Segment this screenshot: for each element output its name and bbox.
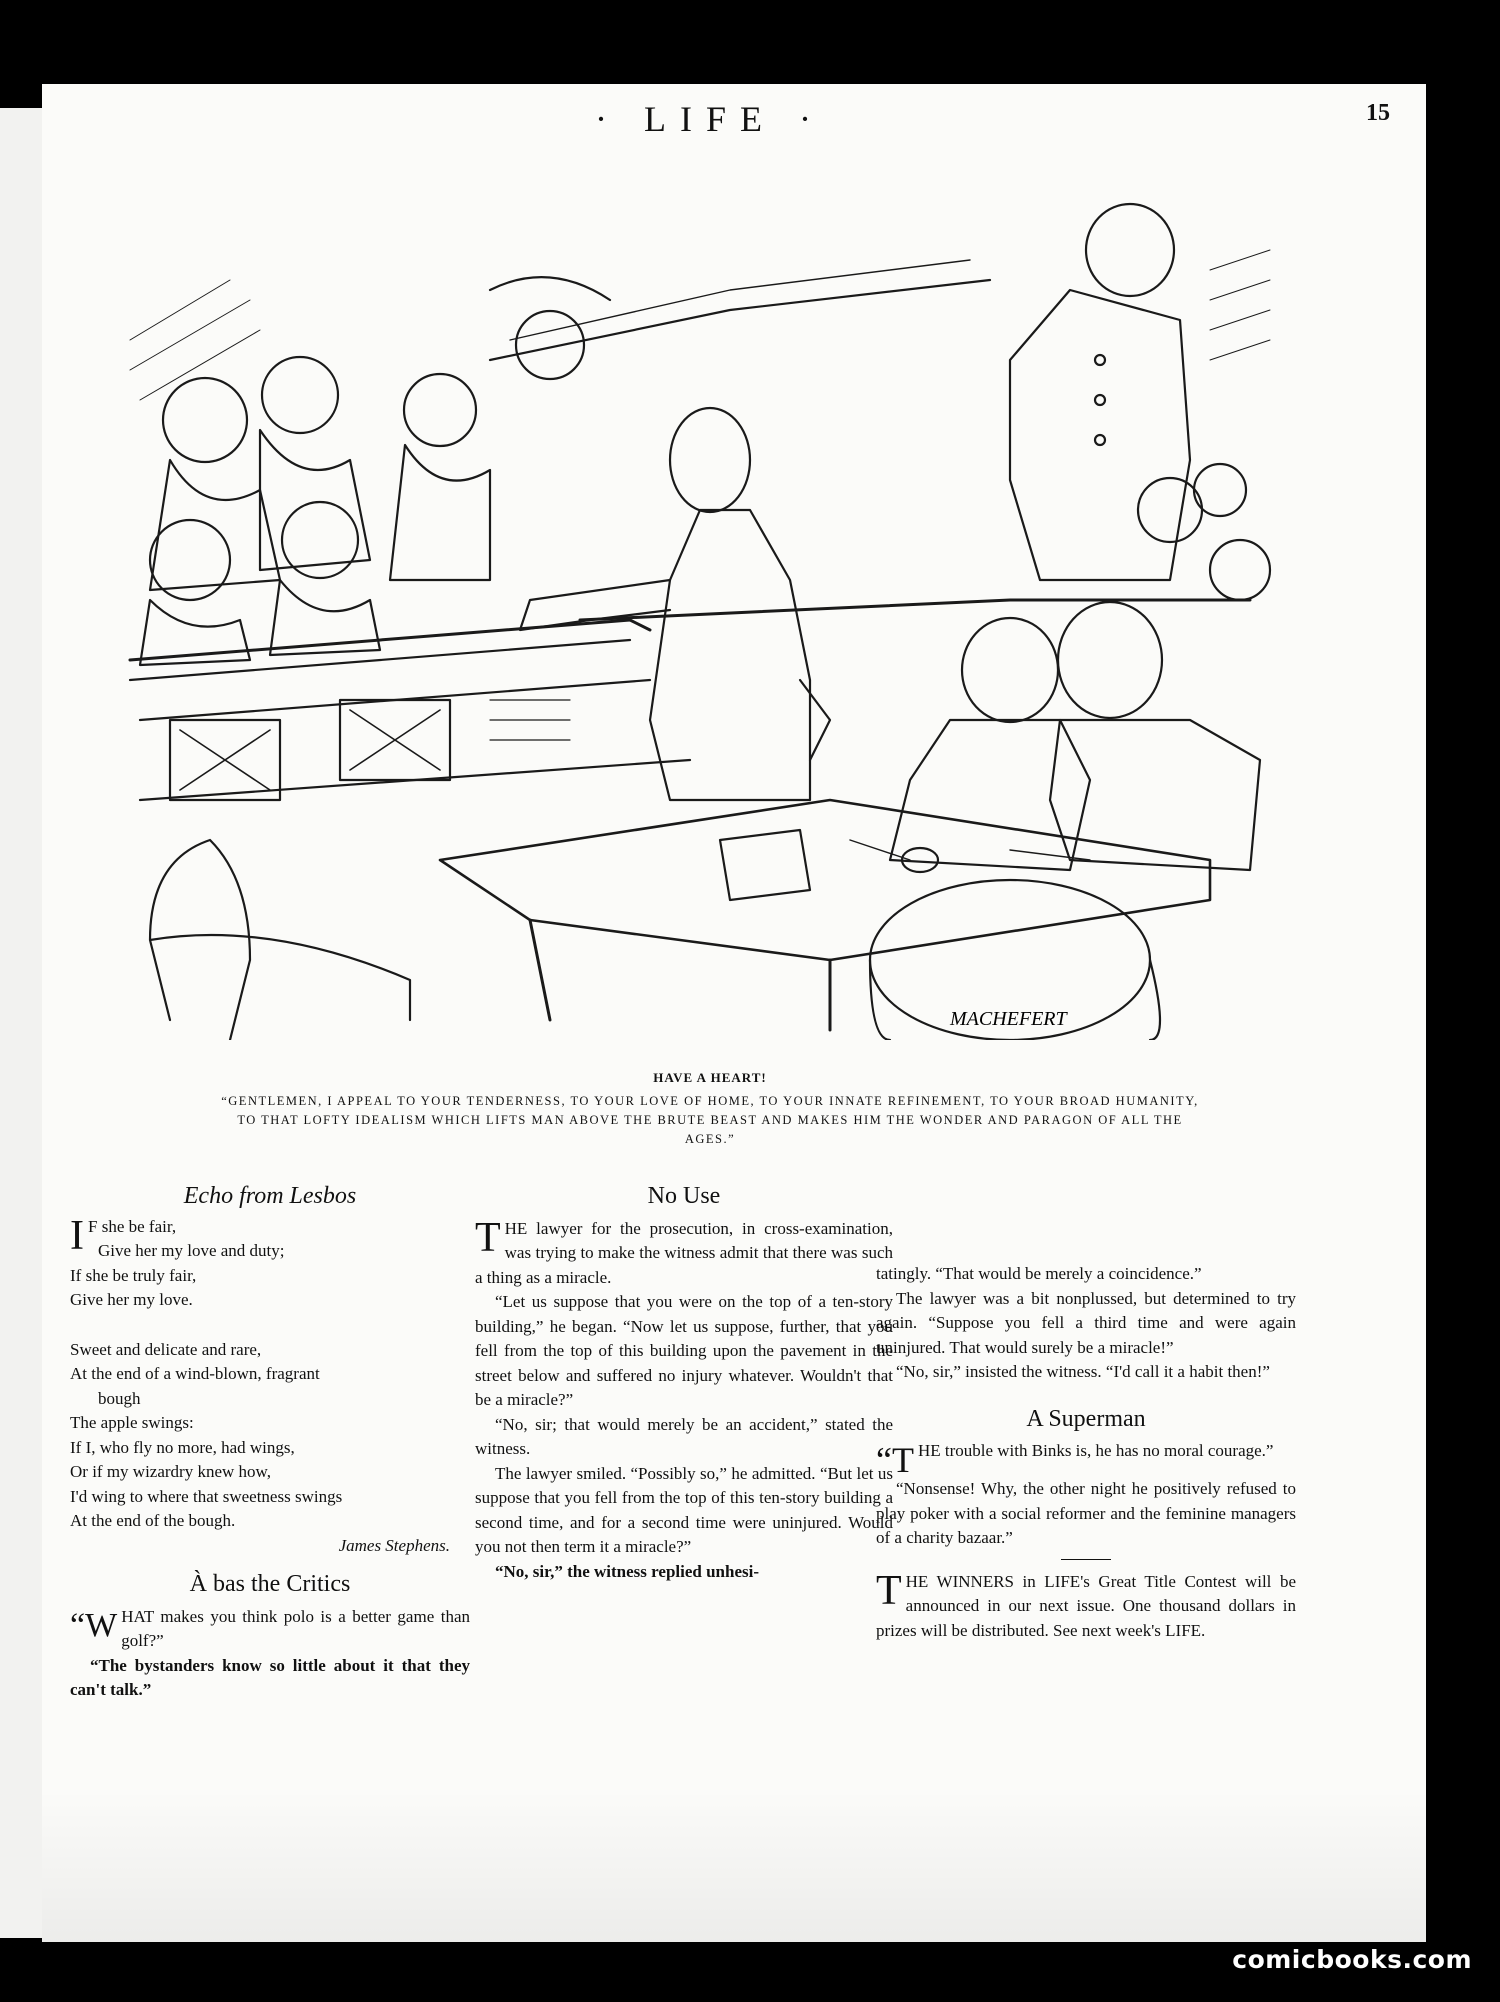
poem-line: If I, who fly no more, had wings, bbox=[70, 1437, 295, 1457]
caption-quote: “GENTLEMEN, I APPEAL TO YOUR TENDERNESS, TO YOUR LOVE OF HOME, TO YOUR INNATE REFINEMENT, TO YOUR BROAD HUMANITY, TO THAT LOFTY IDEALISM WHICH LIFTS MAN ABOVE THE BRUTE BEAST AND MAKES HIM THE WONDER AND PARAGON OF ALL THE AGES.” bbox=[221, 1094, 1199, 1146]
poem-line: Give her my love and duty; bbox=[98, 1241, 285, 1260]
artist-signature: MACHEFERT bbox=[950, 1008, 1067, 1030]
paragraph: “WHAT makes you think polo is a better game than golf?” bbox=[70, 1606, 470, 1650]
poem-line: bough bbox=[98, 1388, 141, 1408]
drop-cap: I bbox=[70, 1212, 84, 1259]
caption-title: HAVE A HEART! bbox=[653, 1070, 767, 1085]
poem-line: I'd wing to where that sweetness swings bbox=[70, 1486, 343, 1506]
poem-author: James Stephens. bbox=[338, 1535, 450, 1555]
previous-page-edge bbox=[0, 108, 42, 1938]
page-number: 15 bbox=[1366, 100, 1390, 126]
paragraph: The lawyer was a bit nonplussed, but determined to try again. “Suppose you fell a third time and were again uninjured. That would surely be a miracle!” bbox=[876, 1288, 1296, 1357]
poem-line: Or if my wizardry knew how, bbox=[70, 1462, 271, 1481]
poem-line: At the end of a wind-blown, fragrant bbox=[70, 1364, 320, 1383]
paragraph: “Nonsense! Why, the other night he positively refused to play poker with a social reformer and the feminine managers of a charity bazaar.” bbox=[876, 1479, 1296, 1547]
drop-cap: “W bbox=[70, 1606, 118, 1644]
poem-line: Sweet and delicate and rare, bbox=[70, 1339, 262, 1359]
announcement: THE WINNERS in LIFE's Great Title Contest will be announced in our next issue. One thousand dollars in prizes will be distributed. See next week's LIFE. bbox=[876, 1567, 1296, 1640]
column-2 bbox=[475, 1178, 893, 1584]
paragraph: “Let us suppose that you were on the top of a ten-story building,” he began. “Now let us suppose, further, that you fell from the top of this building upon the pavement in the street below and suffered no injury whatever. Wouldn't that be a miracle?” bbox=[475, 1292, 893, 1409]
paragraph: “No, sir,” the witness replied unhesi- bbox=[495, 1561, 759, 1581]
paragraph: THE lawyer for the prosecution, in cross-examination, was trying to make the witness admit that there was such a thing as a miracle. bbox=[475, 1214, 893, 1287]
page-shadow bbox=[42, 1790, 1426, 1942]
column-1 bbox=[70, 1178, 470, 1703]
poem-line: At the end of the bough. bbox=[70, 1511, 236, 1530]
article-title: À bas the Critics bbox=[189, 1571, 351, 1597]
column-3 bbox=[876, 1262, 1296, 1643]
watermark: comicbooks.com bbox=[1232, 1945, 1472, 1974]
poem-line: Give her my love. bbox=[70, 1290, 193, 1309]
masthead: · LIFE · bbox=[595, 99, 825, 139]
drop-cap: T bbox=[475, 1214, 501, 1261]
paragraph: “No, sir,” insisted the witness. “I'd call it a habit then!” bbox=[896, 1362, 1270, 1381]
courtroom-illustration bbox=[110, 160, 1280, 1040]
article-title: A Superman bbox=[1026, 1405, 1146, 1432]
article-title: No Use bbox=[647, 1183, 721, 1209]
poem-title: Echo from Lesbos bbox=[183, 1183, 357, 1209]
paragraph: “No, sir; that would merely be an accident,” stated the witness. bbox=[475, 1414, 893, 1458]
paragraph: “The bystanders know so little about it that they can't talk.” bbox=[70, 1655, 470, 1699]
drop-cap: “T bbox=[876, 1440, 914, 1480]
paragraph: tatingly. “That would be merely a coincidence.” bbox=[876, 1264, 1202, 1283]
poem-line: The apple swings: bbox=[70, 1413, 194, 1432]
stanza-break bbox=[70, 1313, 470, 1338]
drop-cap: T bbox=[876, 1567, 902, 1614]
paragraph: The lawyer smiled. “Possibly so,” he admitted. “But let us suppose that you fell from the top of this ten-story building a second time, and for a second time were uninjured. Would you not then term it a miracle?” bbox=[475, 1463, 893, 1556]
paragraph: “THE trouble with Binks is, he has no moral courage.” bbox=[876, 1440, 1274, 1480]
poem-line: I F she be fair, bbox=[70, 1212, 177, 1259]
poem-line: If she be truly fair, bbox=[70, 1265, 197, 1285]
section-divider bbox=[1061, 1559, 1111, 1560]
